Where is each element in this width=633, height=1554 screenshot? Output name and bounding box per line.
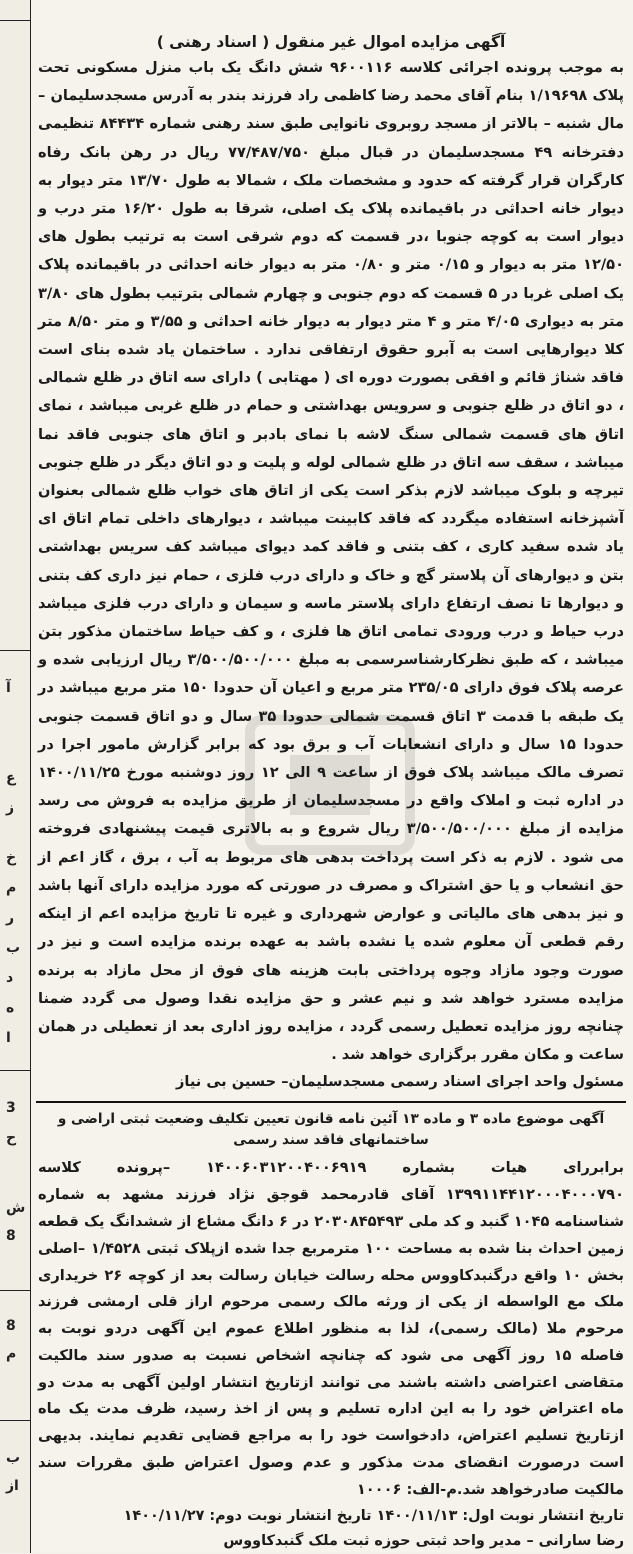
gutter-rule xyxy=(0,650,30,651)
gutter-char: ه xyxy=(6,1000,15,1016)
gutter-char: از xyxy=(6,1478,19,1494)
gutter-rule xyxy=(0,1420,30,1421)
gutter-char: آ xyxy=(6,680,11,696)
gutter-char: ر xyxy=(6,910,15,926)
gutter-rule xyxy=(0,1290,30,1291)
gutter-char: 8 xyxy=(6,1228,16,1244)
gutter-char: ز xyxy=(6,800,15,816)
auction-notice-title: آگهی مزایده اموال غیر منقول ( اسناد رهنی ) xyxy=(156,33,506,51)
gutter-char: ب xyxy=(6,940,21,956)
gutter-char: 8 xyxy=(6,1318,16,1334)
registration-notice-title: آگهی موضوع ماده ۳ و ماده ۱۳ آئین نامه قانون تعیین تکلیف وضعیت ثبتی اراضی و ساختمانهای فاقد سند رسمی xyxy=(57,1111,605,1149)
gutter-char: ش xyxy=(6,1200,26,1216)
registration-notice-signature: رضا سارانی – مدیر واحد ثبتی حوزه ثبت ملک گنبدکاووس xyxy=(223,1532,624,1549)
auction-notice-body: به موجب پرونده اجرائی کلاسه ۹۶۰۰۱۱۶ شش دانگ یک باب منزل مسکونی تحت پلاک ۱/۱۹۶۹۸ بنام آقای محمد رضا کاظمی راد فرزند بندر به آدرس مسجدسلیمان – مال شنبه – بالاتر از مسجد روبروی نانوایی طبق سند رهنی شماره ۸۴۴۳۴ تنظیمی دفترخانه ۴۹ مسجدسلیمان در قبال مبلغ ۷۷/۴۸۷/۷۵۰ ریال در رهن بانک رفاه کارگران قرار گرفته که حدود و مشخصات ملک ، شمالا به طول ۱۳/۷۰ متر دیوار به دیوار خانه احداثی در باقیمانده پلاک یک اصلی، شرقا به طول ۱۶/۲۰ متر درب و دیوار است به کوچه جنوبا ،در قسمت که دوم شرقی است به ترتیب بطول های ۱۲/۵۰ متر به دیوار و ۰/۱۵ متر و ۰/۸۰ متر به دیوار خانه احداثی در باقیمانده پلاک یک اصلی غربا در ۵ قسمت که دوم جنوبی و چهارم شمالی بترتیب بطول های ۳/۸۰ متر به دیواری ۴/۰۵ متر و ۴ متر دیوار به دیوار خانه احداثی و ۳/۵۵ و متر ۸/۵۰ متر کلا دیوارهایی است به آبرو حقوق ارتفاقی ندارد . ساختمان یاد شده بنای است فاقد شناژ قائم و افقی بصورت دوره ای ( مهتابی ) دارای سه اتاق در ظلع شمالی ، دو اتاق در ظلع جنوبی و سرویس بهداشتی و حمام در ظلع غربی میباشد ، نمای اتاق های قسمت شمالی سنگ لاشه با نمای بادبر و اتاق های جنوبی فاقد نما میباشد ، سقف سه اتاق در ظلع شمالی لوله و پلیت و دو اتاق دیگر در ظلع جنوبی تیرچه و بلوک میباشد لازم بذکر است یکی از اتاق های خواب ظلع شمالی بعنوان آشپزخانه استفاده میگردد که فاقد کابینت میباشد ، دیوارهای داخلی تمام اتاق ای یاد شده سفید کاری ، کف بتنی و فاقد کمد دیوای میباشد کف سریس بهداشتی بتن و دیوارهای آن پلاستر گچ و خاک و دارای درب فلزی ، حمام نیز داری کف بتنی و دیوارها تا نصف ارتفاع دارای پلاستر ماسه و سیمان و دارای درب فلزی میباشد درب حیاط و درب ورودی تمامی اتاق ها فلزی ، و کف حیاط ساختمان مذکور بتن میباشد ، که طبق نظرکارشناسرسمی به مبلغ ۳/۵۰۰/۵۰۰/۰۰۰ ریال ارزیابی شده و عرصه پلاک فوق دارای ۲۳۵/۰۵ متر مربع و اعیان آن حدودا ۱۵۰ متر مربع میباشد در یک طبقه با قدمت ۳ اتاق قسمت شمالی حدودا ۳۵ سال و دو اتاق قسمت جنوبی حدودا ۱۵ سال و دارای انشعابات آب و برق بود که برابر گزارش مامور اجرا در تصرف مالک میباشد پلاک فوق از ساعت ۹ الی ۱۲ روز دوشنبه مورخ ۱۴۰۰/۱۱/۲۵ در اداره ثبت و املاک واقع در مسجدسلیمان از طریق مزایده به فروش می رسد مزایده از مبلغ ۳/۵۰۰/۵۰۰/۰۰۰ ریال شروع و به بالاتری قیمت پیشنهادی فروخته می شود . لازم به ذکر است پرداخت بدهی های مربوط به آب ، برق ، گاز اعم از حق انشعاب و یا حق اشتراک و مصرف در صورتی که مورد مزایده دارای آنها باشد و نیز بدهی های مالیاتی و عوارض شهرداری و غیره تا تاریخ مزایده اعم از اینکه رقم قطعی آن معلوم شده یا نشده باشد به عهده برنده مزایده است و نیز در صورت وجود مازاد وجوه پرداختی بابت هزینه های فوق از محل مازاد به برنده مزایده مسترد خواهد شد و نیم عشر و حق مزایده نقدا وصول می گردد ضمنا چنانچه روز مزایده تعطیل رسمی گردد ، مزایده روز اداری بعد از تعطیلی در همان ساعت و مکان مقرر برگزاری خواهد شد . xyxy=(38,59,625,1064)
gutter-char: د xyxy=(6,970,14,986)
registration-notice-body: برابررای هیات بشماره ۱۴۰۰۶۰۳۱۲۰۰۴۰۰۶۹۱۹ –پرونده کلاسه ۱۳۹۹۱۱۴۴۱۲۰۰۰۴۰۰۰۷۹۰ آقای قادرمحمد قوجق نژاد فرزند مشهد به شماره شناسنامه ۱۰۴۵ گنبد و کد ملی ۲۰۳۰۸۴۵۴۹۳ در ۶ دانگ مشاع از ششدانگ یک قطعه زمین احداث بنا شده به مساحت ۱۰۰ مترمربع جدا شده ازپلاک ثبتی ۱/۴۵۲۸ –اصلی بخش ۱۰ واقع درگنبدکاووس محله رسالت خیابان رسالت بعد از کوچه ۲۶ خریداری ملک مع الواسطه از یکی از ورثه مالک رسمی مرحوم اراز قلی ارمشی فرزند مرحوم ملا (مالک رسمی)، لذا به منظور اطلاع عموم این آگهی دردو نوبت به فاصله ۱۵ روز آگهی می شود که چنانچه اشخاص نسبت به صدور سند مالکیت متقاضی اعتراضی داشته باشند می توانند ازتاریخ انتشار اولین آگهی به مدت دو ماه اعتراض خود را به این اداره تسلیم و پس از اخذ رسید، ظرف مدت یک ماه ازتاریخ تسلیم اعتراض، دادخواست خود را به مراجع قضایی تقدیم نمایند. بدیهی است درصورت انقضای مدت مذکور و عدم وصول اعتراض طبق مقررات سند مالکیت صادرخواهد شد.م-الف: ۱۰۰۰۶ xyxy=(38,1159,625,1498)
gutter-char: ب xyxy=(6,1450,21,1466)
gutter-char: 3 xyxy=(6,1100,16,1116)
notices-column xyxy=(36,30,626,1550)
publication-dates: تاریخ انتشار نوبت اول: ۱۴۰۰/۱۱/۱۳ تاریخ انتشار نوبت دوم: ۱۴۰۰/۱۱/۲۷ xyxy=(123,1507,624,1524)
gutter-char: م xyxy=(6,880,17,896)
gutter-char: خ xyxy=(6,850,17,866)
gutter-rule xyxy=(0,20,30,21)
notice-divider xyxy=(36,1101,626,1103)
auction-notice xyxy=(36,30,626,1095)
gutter-char: ح xyxy=(6,1130,17,1146)
auction-notice-signature: مسئول واحد اجرای اسناد رسمی مسجدسلیمان– حسین بی نیاز xyxy=(175,1073,624,1091)
adjacent-column-edge xyxy=(0,0,31,1553)
gutter-rule xyxy=(0,1070,30,1071)
registration-notice xyxy=(36,1109,626,1553)
gutter-char: ا xyxy=(6,1030,11,1046)
gutter-char: ع xyxy=(6,770,16,786)
gutter-char: م xyxy=(6,1346,17,1362)
